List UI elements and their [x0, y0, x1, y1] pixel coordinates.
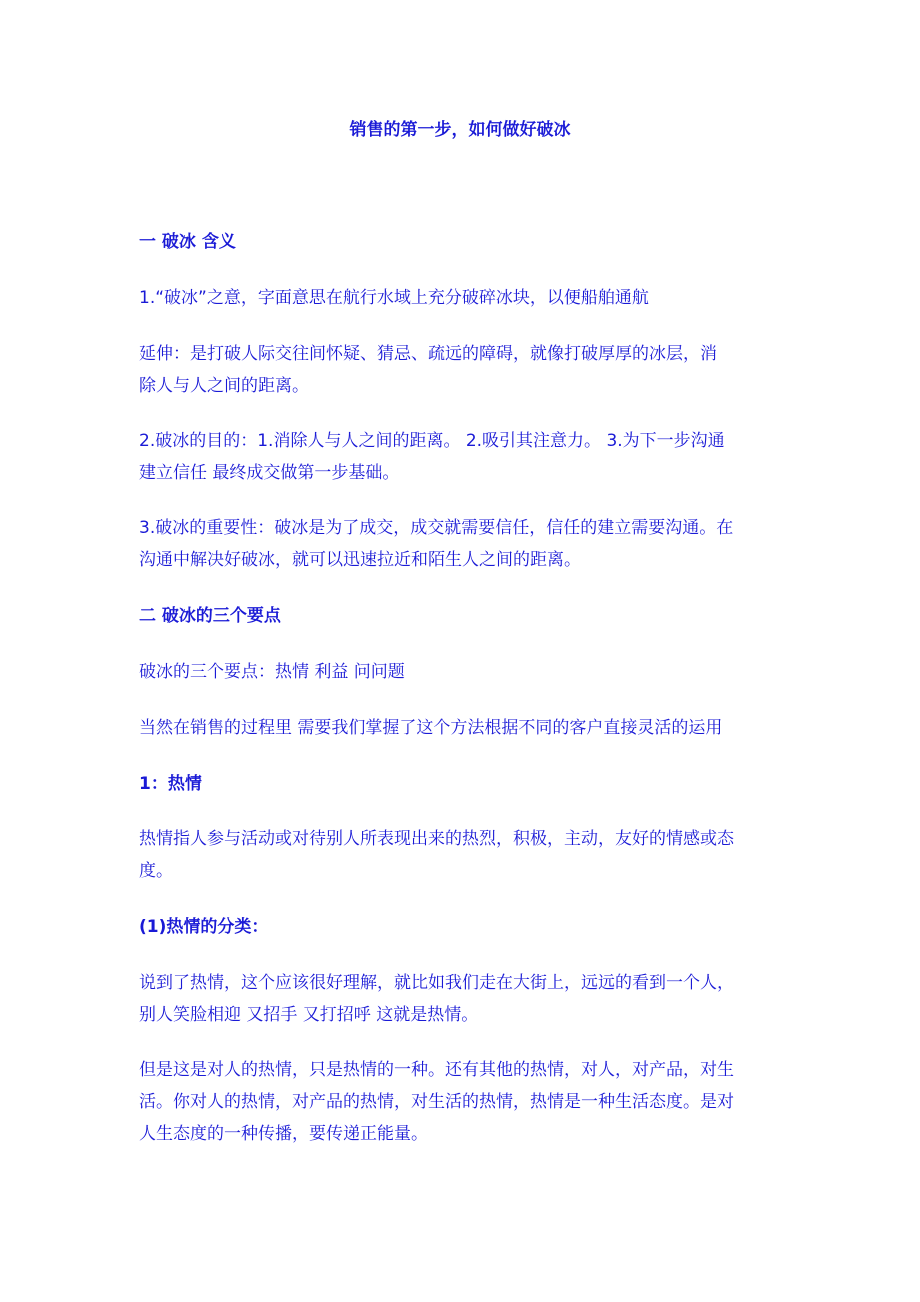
- paragraph-line: 破冰的三个要点：热情 利益 问问题: [139, 662, 405, 682]
- subheading-enthusiasm: [139, 768, 789, 800]
- paragraph-line: 但是这是对人的热情，只是热情的一种。还有其他的热情，对人，对产品，对生: [139, 1060, 734, 1080]
- paragraph-line: 1.“破冰”之意，字面意思在航行水域上充分破碎冰块，以便船舶通航: [139, 288, 649, 308]
- paragraph-enthusiasm-example: [139, 967, 789, 1031]
- paragraph-line: 人生态度的一种传播，要传递正能量。: [139, 1124, 428, 1144]
- paragraph-line: 活。你对人的热情，对产品的热情，对生活的热情，热情是一种生活态度。是对: [139, 1092, 734, 1112]
- paragraph-three-points: [139, 656, 789, 688]
- paragraph-enthusiasm-definition: [139, 823, 789, 887]
- heading-text: 二 破冰的三个要点: [139, 606, 281, 626]
- paragraph-importance: [139, 512, 789, 576]
- heading-text: (1)热情的分类：: [139, 917, 269, 937]
- paragraph-line: 当然在销售的过程里 需要我们掌握了这个方法根据不同的客户直接灵活的运用: [139, 718, 723, 738]
- paragraph-line: 建立信任 最终成交做第一步基础。: [139, 463, 400, 483]
- paragraph-purpose: [139, 425, 789, 489]
- subheading-enthusiasm-types: [139, 911, 789, 943]
- document-title: 销售的第一步，如何做好破冰: [349, 120, 571, 140]
- paragraph-line: 沟通中解决好破冰，就可以迅速拉近和陌生人之间的距离。: [139, 550, 581, 570]
- paragraph-enthusiasm-kinds: [139, 1054, 789, 1150]
- paragraph-line: 延伸：是打破人际交往间怀疑、猜忌、疏远的障碍，就像打破厚厚的冰层，消: [139, 344, 717, 364]
- paragraph-application: [139, 712, 789, 744]
- paragraph-line: 3.破冰的重要性：破冰是为了成交，成交就需要信任，信任的建立需要沟通。在: [139, 518, 734, 538]
- heading-text: 一 破冰 含义: [139, 232, 236, 252]
- paragraph-line: 热情指人参与活动或对待别人所表现出来的热烈，积极，主动，友好的情感或态: [139, 829, 734, 849]
- paragraph-extension: [139, 338, 789, 402]
- section-heading-meaning: [139, 226, 789, 258]
- section-heading-three-points: [139, 600, 789, 632]
- paragraph-definition: [139, 282, 789, 314]
- heading-text: 1：热情: [139, 774, 202, 794]
- paragraph-line: 除人与人之间的距离。: [139, 376, 309, 396]
- paragraph-line: 度。: [139, 861, 173, 881]
- paragraph-line: 说到了热情，这个应该很好理解，就比如我们走在大街上，远远的看到一个人，: [139, 973, 734, 993]
- paragraph-line: 2.破冰的目的：1.消除人与人之间的距离。 2.吸引其注意力。 3.为下一步沟通: [139, 431, 725, 451]
- paragraph-line: 别人笑脸相迎 又招手 又打招呼 这就是热情。: [139, 1005, 479, 1025]
